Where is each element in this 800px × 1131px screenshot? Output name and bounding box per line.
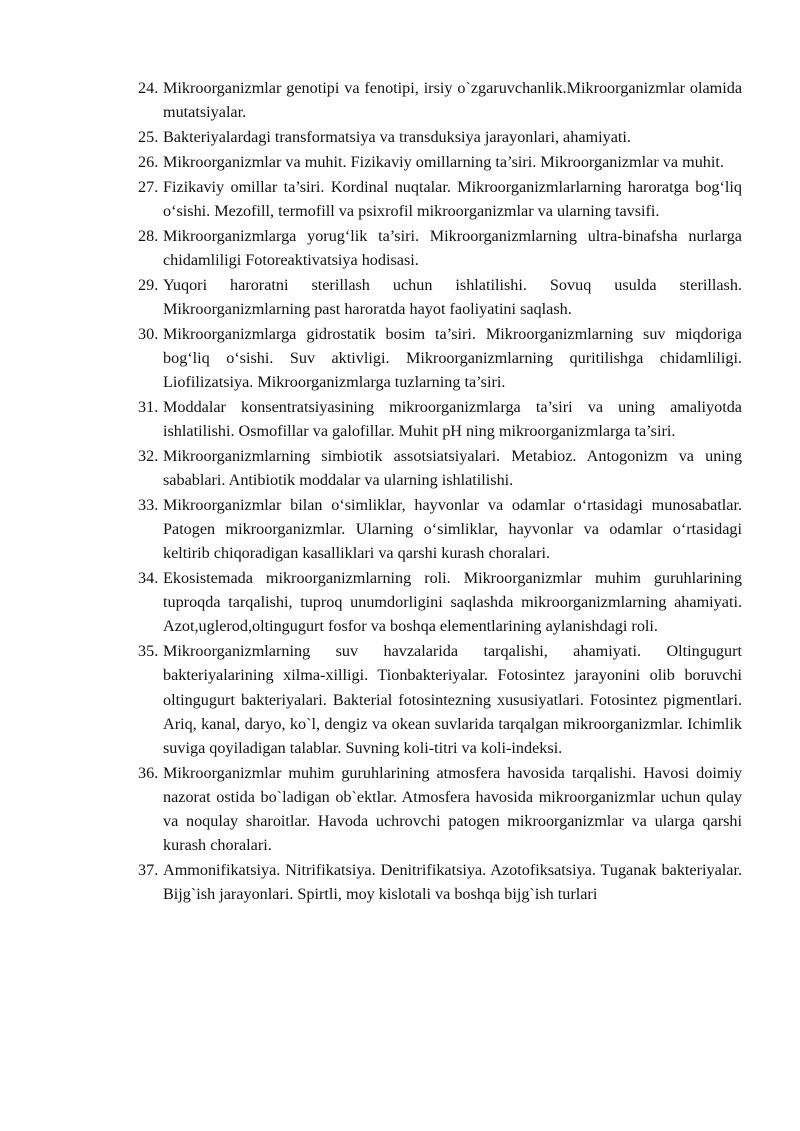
item-number: 34. (138, 569, 159, 587)
item-number: 26. (138, 152, 159, 171)
list-item (138, 150, 742, 174)
item-text: Mikroorganizmlarga gidrostatik bosim ta’siri. Mikroorganizmlarning suv miqdoriga bog‘liq o‘sishi. Suv aktivligi. Mikroorganizmlarning quritilishga chidamliligi. Liofilizatsiya. Mikroorganizmlarga tuzlarning ta’siri. (163, 324, 742, 391)
item-number: 24. (138, 79, 159, 97)
list-item (138, 444, 742, 492)
item-number: 33. (138, 495, 159, 514)
list-item (138, 125, 742, 149)
item-text: Moddalar konsentratsiyasining mikroorganizmlarga ta’siri va uning amaliyotda ishlatilishi. Osmofillar va galofillar. Muhit pH ning mikroorganizmlarga ta’siri. (163, 397, 742, 440)
item-number: 28. (138, 226, 159, 245)
topic-list (138, 76, 742, 907)
list-item (138, 639, 742, 760)
item-text: Fizikaviy omillar ta’siri. Kordinal nuqtalar. Mikroorganizmlarlarning haroratga bog‘liq o‘sishi. Mezofill, termofill va psixrofil mikroorganizmlar va ularning tavsifi. (163, 177, 742, 220)
list-item (138, 858, 742, 906)
list-item (138, 76, 742, 124)
item-text: Mikroorganizmlar genotipi va fenotipi, irsiy o`zgaruvchanlik.Mikroorganizmlar olamida mutatsiyalar. (163, 79, 742, 122)
item-number: 35. (138, 642, 159, 661)
list-item (138, 224, 742, 272)
item-text: Mikroorganizmlarning suv havzalarida tarqalishi, ahamiyati. Oltingugurt bakteriyalarining xilma-xilligi. Tionbakteriyalar. Fotosintez jarayonini olib boruvchi oltingugurt bakteriyalari. Bakterial fotosintezning xususiyatlari. Fotosintez pigmentlari. Ariq, kanal, daryo, ko`l, dengiz va okean suvlarida tarqalgan mikroorganizmlar. Ichimlik suviga qoyiladigan talablar. Suvning koli-titri va koli-indeksi. (163, 642, 742, 758)
item-text: Bakteriyalardagi transformatsiya va transduksiya jarayonlari, ahamiyati. (163, 128, 631, 146)
item-text: Mikroorganizmlar va muhit. Fizikaviy omillarning ta’siri. Mikroorganizmlar va muhit. (163, 152, 724, 171)
item-number: 27. (138, 177, 159, 196)
item-number: 30. (138, 324, 159, 343)
list-item (138, 175, 742, 223)
item-number: 25. (138, 128, 159, 146)
item-text: Ammonifikatsiya. Nitrifikatsiya. Denitrifikatsiya. Azotofiksatsiya. Tuganak bakteriyalar. Bijg`ish jarayonlari. Spirtli, moy kislotali va boshqa bijg`ish turlari (163, 861, 742, 904)
item-text: Mikroorganizmlarning simbiotik assotsiatsiyalari. Metabioz. Antogonizm va uning sabablari. Antibiotik moddalar va ularning ishlatilishi. (163, 446, 742, 489)
item-text: Ekosistemada mikroorganizmlarning roli. Mikroorganizmlar muhim guruhlarining tuproqda tarqalishi, tuproq unumdorligini saqlashda mikroorganizmlarning ahamiyati. Azot,uglerod,oltingugurt fosfor va boshqa elementlarining aylanishdagi roli. (163, 569, 742, 636)
item-number: 36. (138, 763, 159, 782)
list-item (138, 395, 742, 443)
item-text: Mikroorganizmlar muhim guruhlarining atmosfera havosida tarqalishi. Havosi doimiy nazorat ostida bo`ladigan ob`ektlar. Atmosfera havosida mikroorganizmlar uchun qulay va noqulay sharoitlar. Havoda uchrovchi patogen mikroorganizmlar va ularga qarshi kurash choralari. (163, 763, 742, 855)
item-number: 32. (138, 446, 159, 465)
list-item (138, 761, 742, 858)
list-item (138, 273, 742, 321)
item-number: 29. (138, 275, 159, 294)
item-text: Mikroorganizmlar bilan o‘simliklar, hayvonlar va odamlar o‘rtasidagi munosabatlar. Patogen mikroorganizmlar. Ularning o‘simliklar, hayvonlar va odamlar o‘rtasidagi keltirib chiqoradigan kasalliklari va qarshi kurash choralari. (163, 495, 742, 563)
list-item (138, 322, 742, 395)
item-text: Yuqori haroratni sterillash uchun ishlatilishi. Sovuq usulda sterillash. Mikroorganizmlarning past haroratda hayot faoliyatini saqlash. (163, 275, 742, 318)
item-text: Mikroorganizmlarga yorug‘lik ta’siri. Mikroorganizmlarning ultra-binafsha nurlarga chidamliligi Fotoreaktivatsiya hodisasi. (163, 226, 742, 269)
item-number: 31. (138, 397, 159, 416)
list-item (138, 493, 742, 566)
list-item (138, 566, 742, 639)
item-number: 37. (138, 861, 159, 880)
